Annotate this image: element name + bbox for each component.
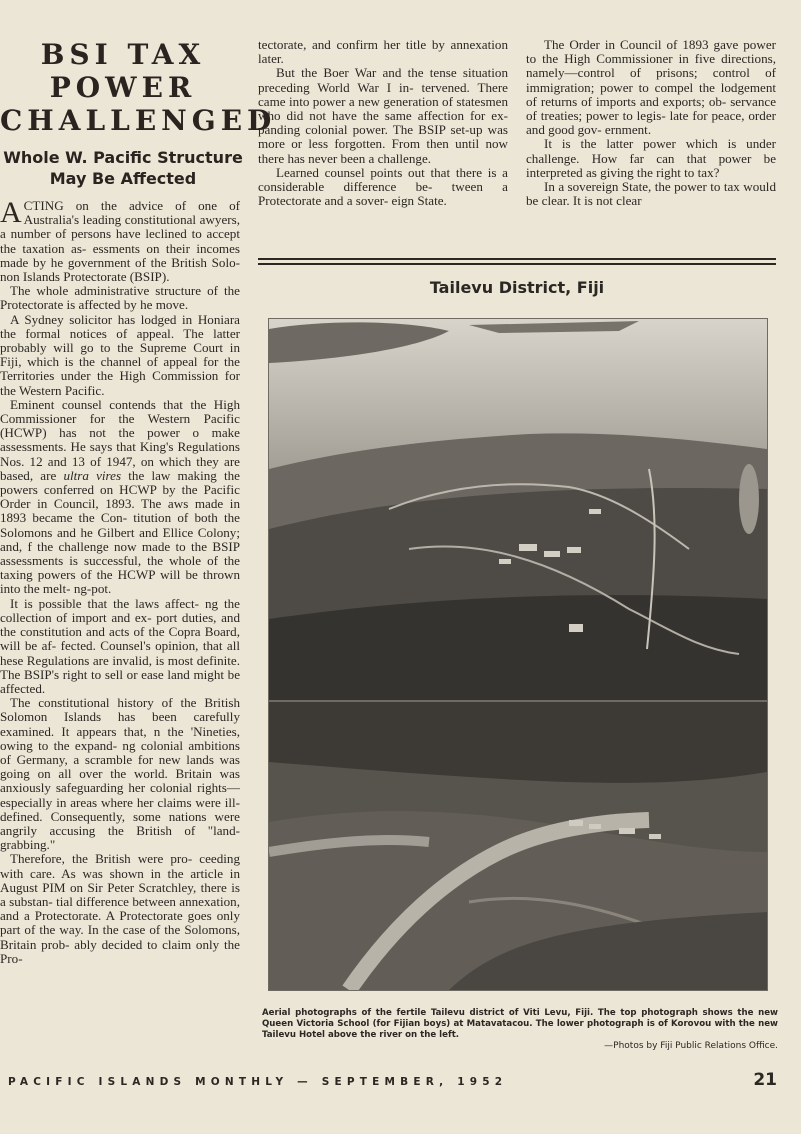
paragraph: The whole administrative structure of the Protectorate is affected by he move. (0, 283, 240, 313)
paragraph: But the Boer War and the tense situation preceding World War I in- tervened. There came into power a new generation of statesmen who did not have the same affection for ex- panding colonial power. The BSIP set-up was more or less forgotten. From then until now there has never been a challenge. (258, 65, 508, 166)
paragraph: A Sydney solicitor has lodged in Honiara the formal notices of appeal. The latter probably will go to the Supreme Court in Fiji, which is the channel of appeal for the Territories under the High Commission for the Western Pacific. (0, 311, 240, 398)
page-footer (0, 1072, 801, 1094)
headline-line-2: CHALLENGED (0, 104, 277, 137)
paragraph: It is possible that the laws affect- ng the collection of import and ex- port duties, and the constitution and acts of the Copra Board, will be af- fected. Counsel's opinion, that all hese Regulations are invalid, is most definite. The BSIP's right to sell or ease land might be affected. (0, 595, 240, 696)
article-middle-column (258, 38, 514, 208)
photo-caption (262, 1008, 778, 1052)
paragraph: The Order in Council of 1893 gave power to the High Commissioner in five directions, namely—control of prisons; control of immigration; power to compel the lodgement of returns of imports and exports; ob- servance of treaties; power to legis- late for peace, order and good gov- ernment. (526, 37, 776, 138)
running-head: PACIFIC ISLANDS MONTHLY — SEPTEMBER, 1952 (8, 1076, 508, 1088)
drop-cap: A (0, 196, 22, 229)
italic-phrase: ultra vires (63, 467, 122, 483)
paragraph: Therefore, the British were pro- ceeding with care. As was shown in the article in August PIM on Sir Peter Scratchley, there is a substan- tial difference between annexation, and a Protectorate. A Protectorate goes only part of the way. In the case of the Solomons, Britain prob- ably decided to claim only the Pro- (0, 851, 240, 966)
article-left-column (0, 38, 277, 966)
section-divider-bottom (258, 263, 776, 265)
photo-credit: —Photos by Fiji Public Relations Office. (604, 1041, 778, 1051)
article-body-left (0, 196, 246, 966)
aerial-photo-school-image (269, 319, 767, 700)
paragraph: In a sovereign State, the power to tax would be clear. It is not clear (526, 179, 776, 209)
paragraph (0, 398, 240, 597)
article-subhead: Whole W. Pacific Structure May Be Affected (3, 148, 243, 188)
article-headline (0, 38, 277, 137)
headline-line-1: BSI TAX POWER (40, 38, 206, 104)
paragraph: Learned counsel points out that there is a considerable difference be- tween a Protectorate and a sover- eign State. (258, 164, 508, 209)
article-right-column (526, 38, 782, 208)
paragraph-text: Eminent counsel contends that the High Commissioner for the Western Pacific (HCWP) has not the power o make assessments. He says that King's Regulations Nos. 12 and 13 of 1947, on which they are based, are (0, 396, 240, 483)
caption-text: Aerial photographs of the fertile Tailevu district of Viti Levu, Fiji. The top photograph shows the new Queen Victoria School (for Fijian boys) at Matavatacou. The lower photograph is of Korovou with the new Tailevu Hotel above the river on the left. (262, 1008, 778, 1040)
aerial-photo-school (268, 318, 768, 701)
paragraph-text: CTING on the advice of one of Australia's leading constitutional awyers, a number of persons have leclined to accept the taxation as- essments on their incomes made by he government of the British Solo- non Islands Protectorate (BSIP). (0, 198, 240, 285)
aerial-photo-korovou (268, 701, 768, 991)
section-divider-top (258, 258, 776, 260)
paragraph: tectorate, and confirm her title by annexation later. (258, 37, 508, 67)
aerial-photo-korovou-image (269, 702, 767, 990)
photo-feature-title: Tailevu District, Fiji (429, 278, 605, 297)
paragraph: The constitutional history of the British Solomon Islands has been carefully examined. It appears that, n the 'Nineties, owing to the expand- ng colonial ambitions of Germany, a scramble for new lands was going on all over the world. Britain was anxiously safeguarding her colonial rights—especially in areas where her claims were ill-defined. Consequently, some nations were angrily accusing the British of "land-grabbing." (0, 695, 240, 853)
paragraph (0, 196, 240, 285)
page-number: 21 (753, 1070, 777, 1090)
paragraph: It is the latter power which is under challenge. How far can that power be interpreted as giving the right to tax? (526, 136, 776, 180)
paragraph-text: the law making the powers conferred on HCWP by the Pacific Order in Council, 1893. The aws made in 1893 became the Con- titution of both the Solomons and he Gilbert and Ellice Colony; and, f the challenge now made to the BSIP assessments is successful, the whole of the taxing powers of the HCWP will be thrown into the melt- ng-pot. (0, 467, 240, 597)
